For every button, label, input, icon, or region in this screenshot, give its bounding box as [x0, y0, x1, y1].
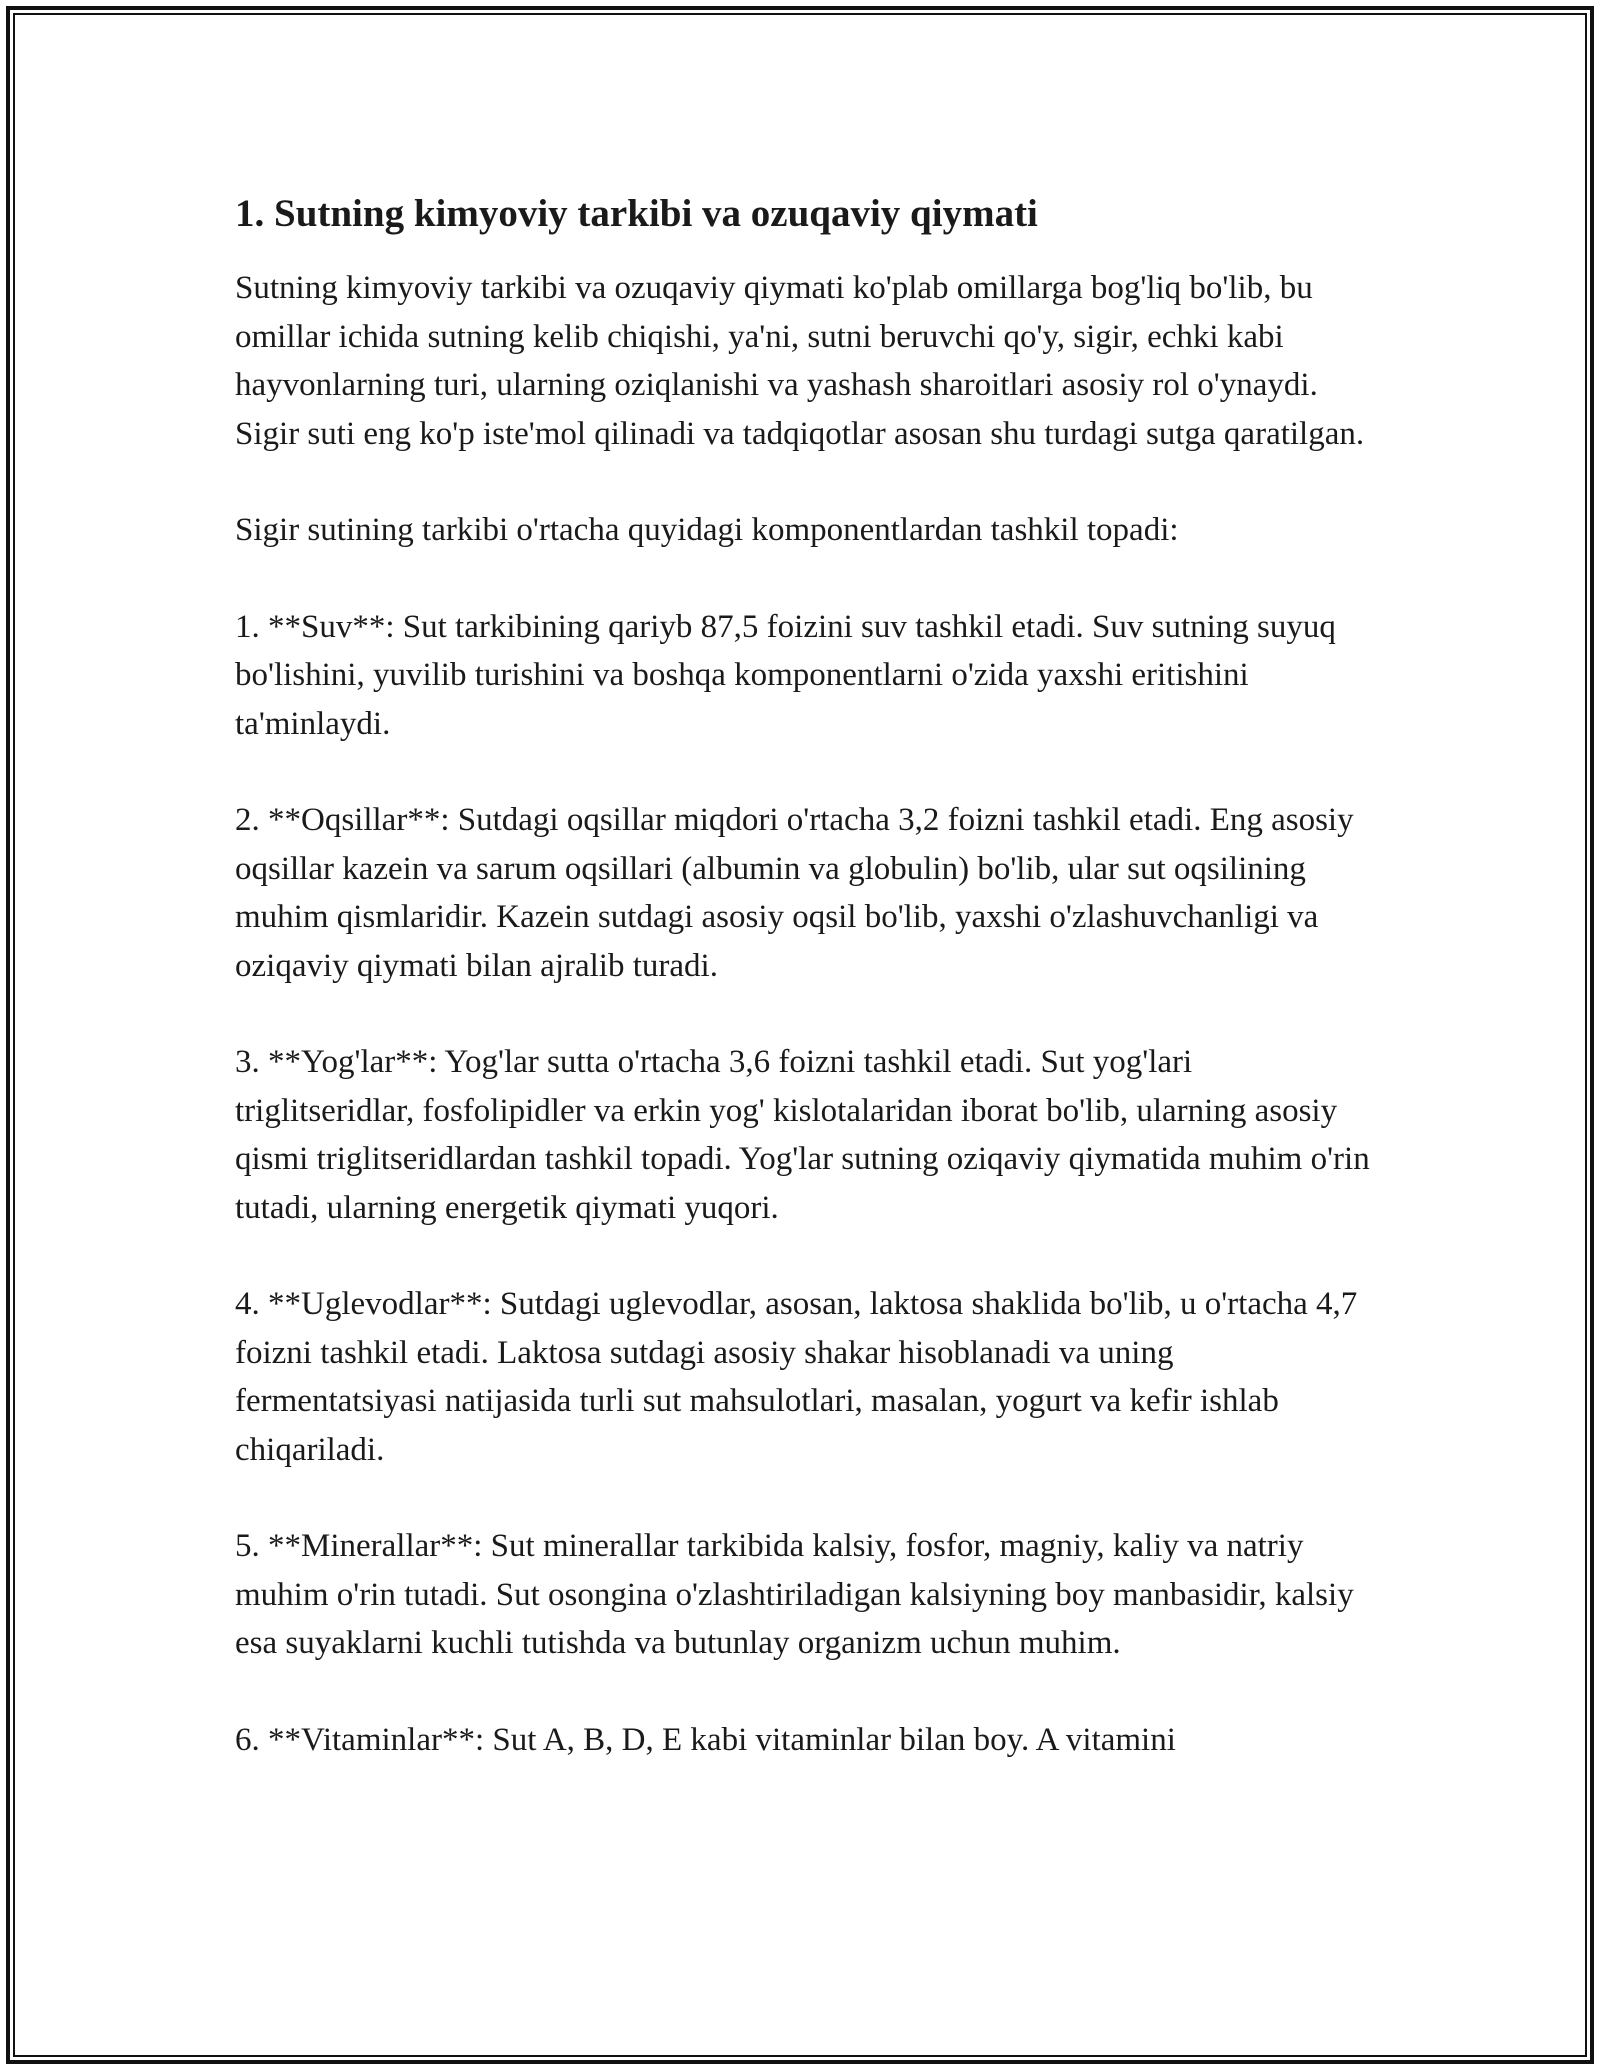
- list-item-proteins: 2. **Oqsillar**: Sutdagi oqsillar miqdori o'rtacha 3,2 foizni tashkil etadi. Eng asosiy oqsillar kazein va sarum oqsillari (albumin va globulin) bo'lib, ular sut oqsilining muhim qismlaridir. Kazein sutdagi asosiy oqsil bo'lib, yaxshi o'zlashuvchanligi va oziqaviy qiymati bilan ajralib turadi.: [235, 802, 1354, 984]
- section-heading: 1. Sutning kimyoviy tarkibi va ozuqaviy qiymati: [235, 192, 1038, 235]
- list-item-water: 1. **Suv**: Sut tarkibining qariyb 87,5 foizini suv tashkil etadi. Suv sutning suyuq bo'lishini, yuvilib turishini va boshqa komponentlarni o'zida yaxshi eritishini ta'minlaydi.: [235, 608, 1336, 742]
- components-intro: Sigir sutining tarkibi o'rtacha quyidagi komponentlardan tashkil topadi:: [235, 512, 1179, 548]
- list-item-minerals: 5. **Minerallar**: Sut minerallar tarkibida kalsiy, fosfor, magniy, kaliy va natriy muhim o'rin tutadi. Sut osongina o'zlashtiriladigan kalsiyning boy manbasidir, kalsiy esa suyaklarni kuchli tutishda va butunlay organizm uchun muhim.: [235, 1528, 1354, 1661]
- list-item-fats: 3. **Yog'lar**: Yog'lar sutta o'rtacha 3,6 foizni tashkil etadi. Sut yog'lari triglitseridlar, fosfolipidler va erkin yog' kislotalaridan iborat bo'lib, ularning asosiy qismi triglitseridlardan tashkil topadi. Yog'lar sutning oziqaviy qiymatida muhim o'rin tutadi, ularning energetik qiymati yuqori.: [235, 1044, 1370, 1226]
- intro-paragraph: Sutning kimyoviy tarkibi va ozuqaviy qiymati ko'plab omillarga bog'liq bo'lib, bu omillar ichida sutning kelib chiqishi, ya'ni, sutni beruvchi qo'y, sigir, echki kabi hayvonlarning turi, ularning oziqlanishi va yashash sharoitlari asosiy rol o'ynaydi. Sigir suti eng ko'p iste'mol qilinadi va tadqiqotlar asosan shu turdagi sutga qaratilgan.: [235, 270, 1365, 452]
- document-page: [235, 186, 1375, 1764]
- list-item-vitamins: 6. **Vitaminlar**: Sut A, B, D, E kabi vitaminlar bilan boy. A vitamini: [235, 1721, 1176, 1758]
- list-item-carbohydrates: 4. **Uglevodlar**: Sutdagi uglevodlar, asosan, laktosa shaklida bo'lib, u o'rtacha 4,7 foizni tashkil etadi. Laktosa sutdagi asosiy shakar hisoblanadi va uning fermentatsiyasi natijasida turli sut mahsulotlari, masalan, yogurt va kefir ishlab chiqariladi.: [235, 1286, 1358, 1468]
